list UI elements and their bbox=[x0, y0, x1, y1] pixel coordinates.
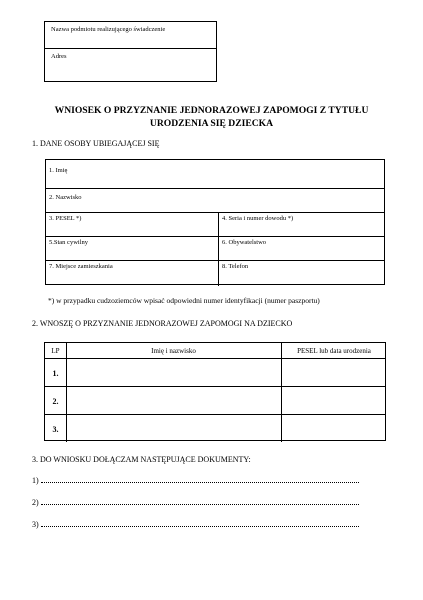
document-item-number: 3) bbox=[32, 520, 39, 529]
form-title-line1: WNIOSEK O PRZYZNANIE JEDNORAZOWEJ ZAPOMOGI Z TYTUŁU bbox=[54, 105, 369, 116]
phone-field[interactable]: 8. Telefon bbox=[222, 263, 249, 270]
applicant-table bbox=[45, 159, 385, 285]
row-number: 1. bbox=[52, 369, 59, 378]
document-line[interactable] bbox=[32, 498, 359, 507]
child-pesel-cell[interactable] bbox=[282, 387, 386, 413]
last-name-field[interactable]: 2. Nazwisko bbox=[49, 194, 82, 201]
document-item-number: 1) bbox=[32, 476, 39, 485]
row-number: 2. bbox=[52, 397, 59, 406]
children-table bbox=[44, 342, 386, 441]
child-pesel-cell[interactable] bbox=[282, 359, 386, 385]
provider-name-label: Nazwa podmiotu realizującego świadczenie bbox=[51, 26, 166, 33]
first-name-field[interactable]: 1. Imię bbox=[49, 167, 68, 174]
provider-name-field[interactable] bbox=[45, 22, 216, 49]
child-name-cell[interactable] bbox=[67, 415, 280, 441]
footnote: *) w przypadku cudzoziemców wpisać odpowiedni numer identyfikacji (numer paszportu) bbox=[48, 296, 320, 305]
dotted-line bbox=[41, 520, 359, 527]
row-number: 3. bbox=[52, 425, 59, 434]
dotted-line bbox=[41, 498, 359, 505]
document-item-number: 2) bbox=[32, 498, 39, 507]
provider-address-label: Adres bbox=[51, 53, 67, 60]
form-title bbox=[30, 104, 393, 130]
marital-status-field[interactable]: 5.Stan cywilny bbox=[49, 239, 88, 246]
form-title-line2: URODZENIA SIĘ DZIECKA bbox=[149, 118, 274, 129]
section1-heading: 1. DANE OSOBY UBIEGAJĄCEJ SIĘ bbox=[32, 139, 160, 148]
child-name-cell[interactable] bbox=[67, 359, 280, 385]
citizenship-field[interactable]: 6. Obywatelstwo bbox=[222, 239, 267, 246]
residence-field[interactable]: 7. Miejsce zamieszkania bbox=[49, 263, 113, 270]
column-header-lp: LP bbox=[51, 347, 60, 355]
column-header-pesel: PESEL lub data urodzenia bbox=[297, 347, 371, 355]
child-name-cell[interactable] bbox=[67, 387, 280, 413]
section3-heading: 3. DO WNIOSKU DOŁĄCZAM NASTĘPUJĄCE DOKUMENTY: bbox=[32, 455, 251, 464]
child-pesel-cell[interactable] bbox=[282, 415, 386, 441]
document-line[interactable] bbox=[32, 476, 359, 485]
document-line[interactable] bbox=[32, 520, 359, 529]
id-series-field[interactable]: 4. Seria i numer dowodu *) bbox=[222, 215, 294, 222]
section2-heading: 2. WNOSZĘ O PRZYZNANIE JEDNORAZOWEJ ZAPOMOGI NA DZIECKO bbox=[32, 319, 293, 328]
dotted-line bbox=[41, 476, 359, 483]
pesel-field[interactable]: 3. PESEL *) bbox=[49, 215, 82, 222]
column-header-name: Imię i nazwisko bbox=[151, 347, 196, 355]
provider-box bbox=[44, 21, 217, 82]
